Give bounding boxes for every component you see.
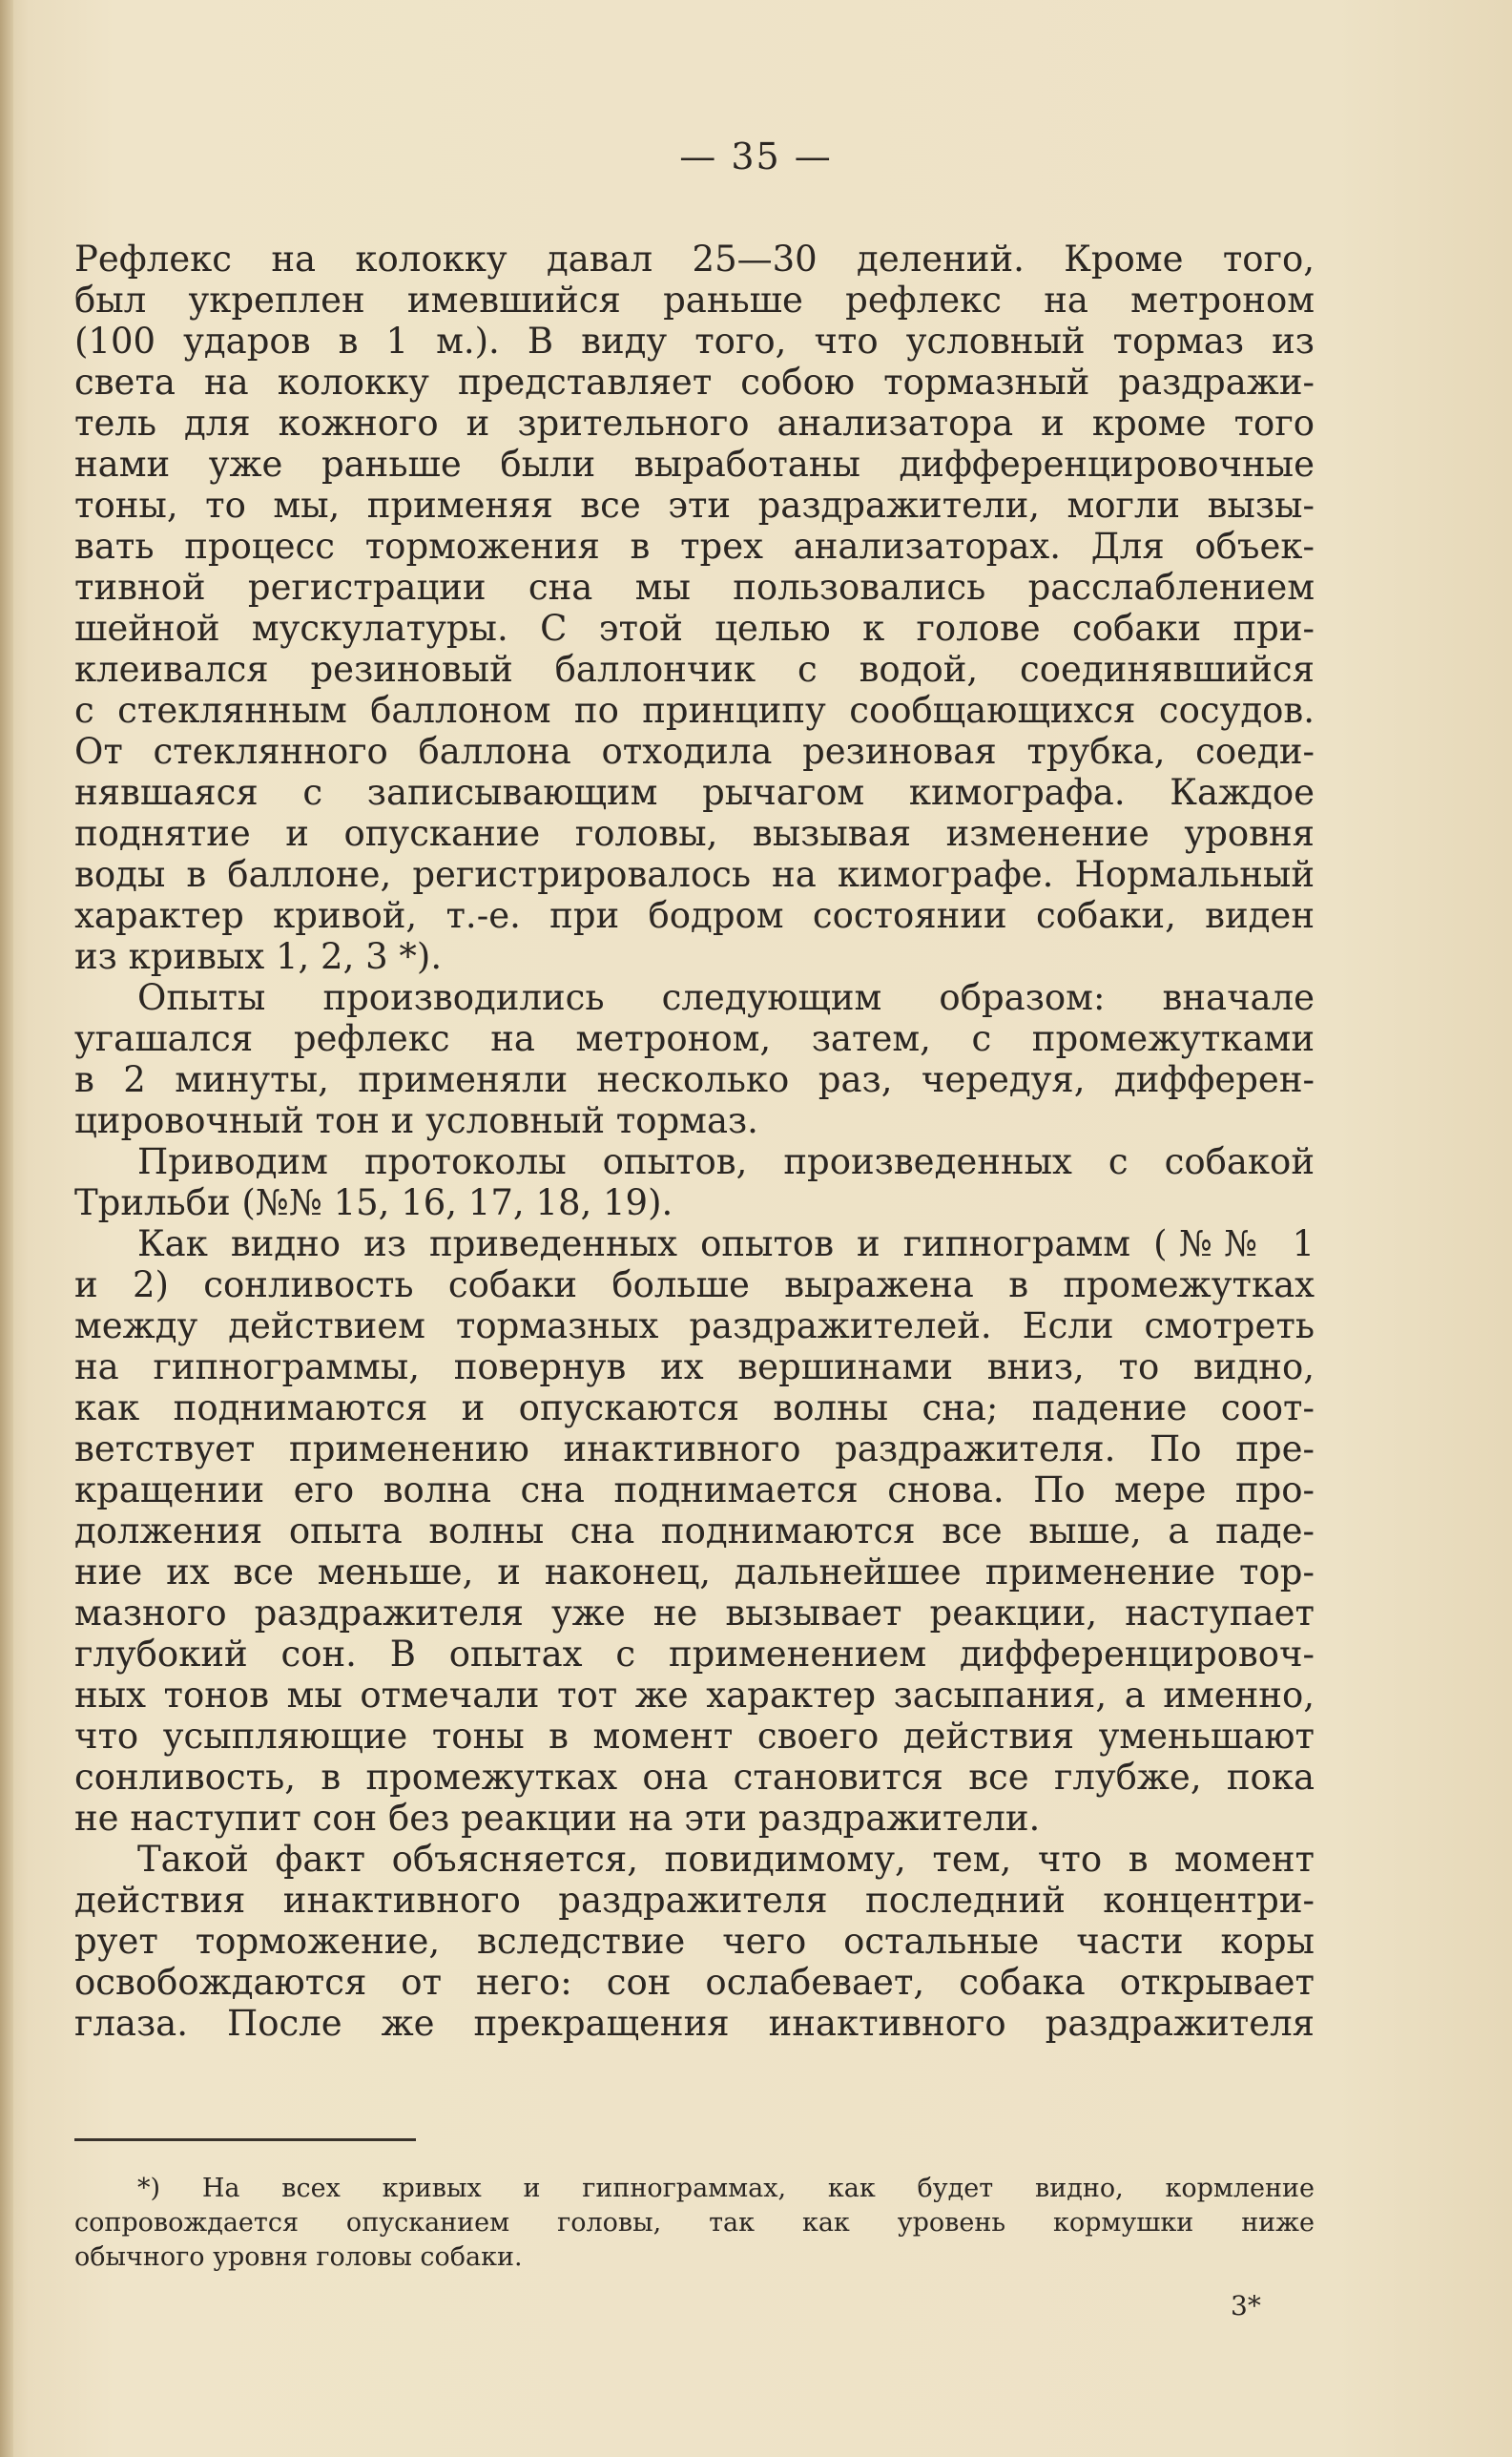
text-line: Как видно из приведенных опытов и гипнограмм (№№ 1 [137,1223,1315,1264]
text-line: из кривых 1, 2, 3 *). [74,936,443,977]
footnote-rule [74,2138,416,2141]
text-line: света на колокку представляет собою тормазный раздражи- [74,362,1315,403]
text-line: с стеклянным баллоном по принципу сообщающихся сосудов. [74,690,1315,731]
text-line: рует торможение, вследствие чего остальные части коры [74,1921,1315,1962]
text-line: освобождаются от него: сон ослабевает, собака открывает [74,1962,1315,2003]
body-text [74,239,1315,2044]
text-line: Такой факт объясняется, повидимому, тем, что в момент [137,1839,1315,1880]
text-line: на гипнограммы, повернув их вершинами вниз, то видно, [74,1346,1315,1387]
text-line: должения опыта волны сна поднимаются все выше, а паде- [74,1510,1315,1551]
text-line: сонливость, в промежутках она становится все глубже, пока [74,1757,1315,1798]
text-line: глубокий сон. В опытах с применением дифференцировоч- [74,1634,1315,1675]
text-line: Рефлекс на колокку давал 25—30 делений. Кроме того, [74,239,1315,280]
text-line: в 2 минуты, применяли несколько раз, чередуя, дифферен- [74,1059,1315,1100]
text-line: был укреплен имевшийся раньше рефлекс на метроном [74,280,1315,321]
text-line: цировочный тон и условный тормаз. [74,1100,758,1141]
footnote [74,2172,1315,2275]
text-line: Приводим протоколы опытов, произведенных с собакой [137,1141,1315,1182]
text-line: тель для кожного и зрительного анализатора и кроме того [74,403,1315,444]
text-line: действия инактивного раздражителя последний концентри- [74,1880,1315,1921]
text-line: От стеклянного баллона отходила резиновая трубка, соеди- [74,731,1315,772]
book-spine-shadow [0,0,13,2457]
text-line: вать процесс торможения в трех анализаторах. Для объек- [74,526,1315,567]
text-line: ветствует применению инактивного раздражителя. По пре- [74,1428,1315,1469]
footnote-line: *) На всех кривых и гипнограммах, как будет видно, кормление [137,2174,1315,2203]
text-line: клеивался резиновый баллончик с водой, соединявшийся [74,649,1315,690]
text-line: глаза. После же прекращения инактивного раздражителя [74,2003,1315,2044]
text-line: и 2) сонливость собаки больше выражена в промежутках [74,1264,1315,1305]
text-line: (100 ударов в 1 м.). В виду того, что условный тормаз из [74,321,1315,362]
footnote-line: обычного уровня головы собаки. [74,2242,523,2272]
text-line: поднятие и опускание головы, вызывая изменение уровня [74,813,1315,854]
text-line: Трильби (№№ 15, 16, 17, 18, 19). [74,1182,673,1223]
text-line: нами уже раньше были выработаны дифференцировочные [74,444,1315,485]
page-number: — 35 — [679,135,833,177]
text-line: нявшаяся с записывающим рычагом кимографа. Каждое [74,772,1315,813]
text-line: шейной мускулатуры. С этой целью к голове собаки при- [74,608,1315,649]
text-line: тоны, то мы, применяя все эти раздражители, могли вызы- [74,485,1315,526]
text-line: угашался рефлекс на метроном, затем, с промежутками [74,1018,1315,1059]
text-line: характер кривой, т.-е. при бодром состоянии собаки, виден [74,895,1315,936]
text-line: Опыты производились следующим образом: вначале [137,977,1315,1018]
text-line: ние их все меньше, и наконец, дальнейшее применение тор- [74,1551,1315,1593]
text-line: между действием тормазных раздражителей. Если смотреть [74,1305,1315,1346]
text-line: мазного раздражителя уже не вызывает реакции, наступает [74,1593,1315,1634]
printer-signature: 3* [1231,2290,1261,2322]
text-line: воды в баллоне, регистрировалось на кимографе. Нормальный [74,854,1315,895]
text-line: тивной регистрации сна мы пользовались расслаблением [74,567,1315,608]
text-line: как поднимаются и опускаются волны сна; падение соот- [74,1387,1315,1428]
text-line: что усыпляющие тоны в момент своего действия уменьшают [74,1716,1315,1757]
footnote-line: сопровождается опусканием головы, так как уровень кормушки ниже [74,2208,1315,2238]
text-line: не наступит сон без реакции на эти раздражители. [74,1798,1041,1839]
text-line: кращении его волна сна поднимается снова. По мере про- [74,1469,1315,1510]
text-line: ных тонов мы отмечали тот же характер засыпания, а именно, [74,1675,1315,1716]
